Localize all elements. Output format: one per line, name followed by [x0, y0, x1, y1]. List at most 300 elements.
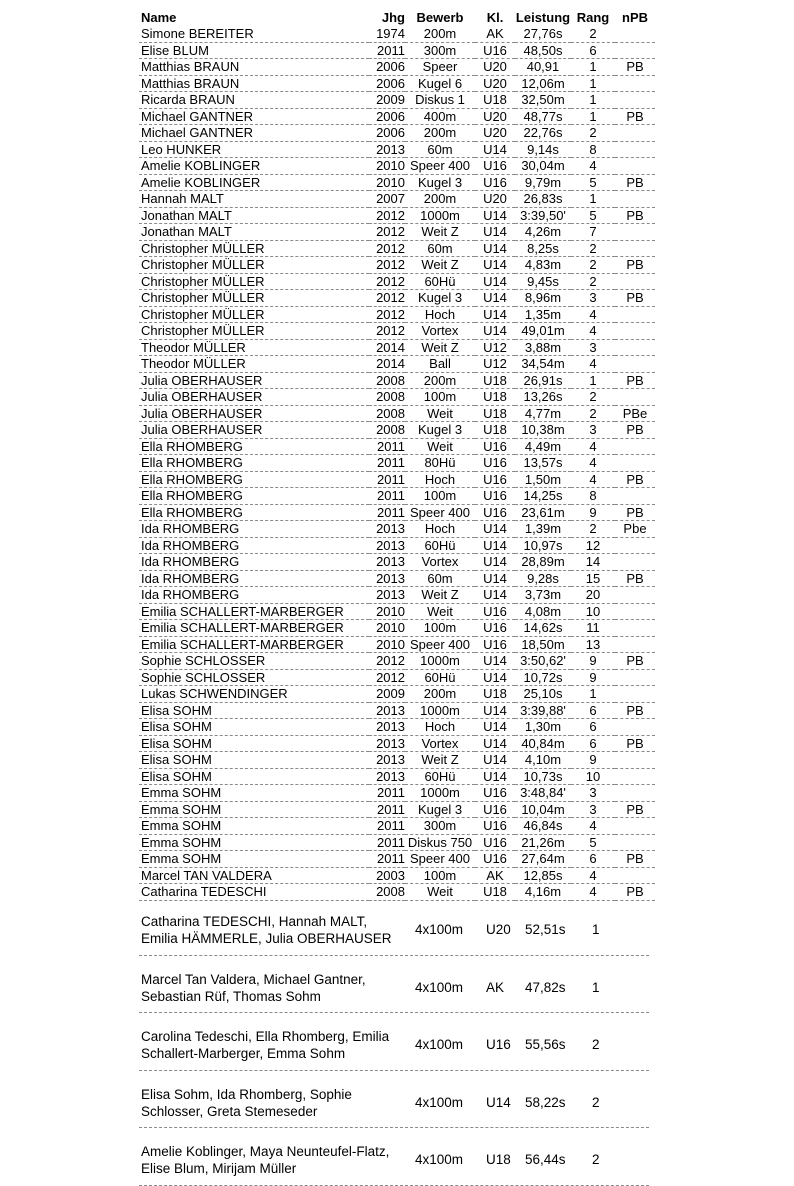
- relay-rank: 2: [592, 1152, 600, 1167]
- rank: 13: [571, 636, 615, 653]
- age-class: U14: [475, 669, 515, 686]
- birth-year: 2006: [369, 59, 405, 76]
- event: Diskus 750: [405, 834, 475, 851]
- header-name: Name: [141, 10, 177, 25]
- birth-year: 2007: [369, 191, 405, 208]
- age-class: U16: [475, 785, 515, 802]
- performance: 3:39,50': [515, 207, 571, 224]
- birth-year: 2008: [369, 884, 405, 901]
- table-row: [139, 719, 655, 736]
- athlete-name: Ida RHOMBERG: [139, 537, 369, 554]
- performance: 1,35m: [515, 306, 571, 323]
- birth-year: 2014: [369, 356, 405, 373]
- relay-time: 47,82s: [525, 979, 566, 995]
- table-row: [139, 488, 655, 505]
- relay-event: 4x100m: [415, 922, 464, 937]
- header-jhg: Jhg: [381, 10, 405, 25]
- rank: 3: [571, 339, 615, 356]
- rank: 8: [571, 141, 615, 158]
- event: 1000m: [405, 785, 475, 802]
- table-row: [139, 801, 655, 818]
- athlete-name: Ida RHOMBERG: [139, 521, 369, 538]
- relay-class: U18: [486, 1152, 511, 1167]
- athlete-name: Michael GANTNER: [139, 108, 369, 125]
- birth-year: 2011: [369, 42, 405, 59]
- age-class: U14: [475, 521, 515, 538]
- performance: 26,83s: [515, 191, 571, 208]
- age-class: U16: [475, 158, 515, 175]
- table-row: [139, 389, 655, 406]
- pb-marker: [615, 42, 655, 59]
- event: 300m: [405, 818, 475, 835]
- athlete-name: Theodor MÜLLER: [139, 339, 369, 356]
- birth-year: 2012: [369, 323, 405, 340]
- pb-marker: PB: [615, 570, 655, 587]
- table-row: [139, 735, 655, 752]
- event: 100m: [405, 488, 475, 505]
- pb-marker: [615, 537, 655, 554]
- age-class: U14: [475, 702, 515, 719]
- age-class: U14: [475, 224, 515, 241]
- performance: 3:39,88': [515, 702, 571, 719]
- event: Weit: [405, 603, 475, 620]
- rank: 9: [571, 669, 615, 686]
- table-row: [139, 323, 655, 340]
- relay-event: 4x100m: [415, 979, 464, 995]
- rank: 8: [571, 488, 615, 505]
- performance: 4,16m: [515, 884, 571, 901]
- rank: 4: [571, 356, 615, 373]
- pb-marker: PB: [615, 257, 655, 274]
- rank: 10: [571, 603, 615, 620]
- relay-event: 4x100m: [415, 1152, 464, 1167]
- performance: 1,30m: [515, 719, 571, 736]
- pb-marker: [615, 603, 655, 620]
- athlete-name: Julia OBERHAUSER: [139, 405, 369, 422]
- pb-marker: PB: [615, 884, 655, 901]
- birth-year: 2013: [369, 537, 405, 554]
- table-row: [139, 224, 655, 241]
- age-class: U14: [475, 207, 515, 224]
- table-row: [139, 851, 655, 868]
- athlete-name: Ella RHOMBERG: [139, 488, 369, 505]
- age-class: U14: [475, 290, 515, 307]
- performance: 25,10s: [515, 686, 571, 703]
- event: Speer 400: [405, 636, 475, 653]
- athlete-name: Christopher MÜLLER: [139, 240, 369, 257]
- age-class: U20: [475, 191, 515, 208]
- pb-marker: [615, 158, 655, 175]
- table-row: [139, 537, 655, 554]
- results-body: [139, 26, 655, 900]
- birth-year: 2013: [369, 702, 405, 719]
- relay-team-line: Emilia HÄMMERLE, Julia OBERHAUSER: [141, 931, 392, 946]
- table-row: [139, 108, 655, 125]
- relay-event: 4x100m: [415, 1037, 464, 1052]
- event: Vortex: [405, 735, 475, 752]
- event: Hoch: [405, 719, 475, 736]
- table-row: [139, 240, 655, 257]
- birth-year: 2013: [369, 521, 405, 538]
- rank: 2: [571, 405, 615, 422]
- performance: 28,89m: [515, 554, 571, 571]
- table-row: [139, 785, 655, 802]
- relay-time: 56,44s: [525, 1152, 566, 1167]
- birth-year: 2013: [369, 587, 405, 604]
- pb-marker: PB: [615, 504, 655, 521]
- pb-marker: PB: [615, 422, 655, 439]
- rank: 20: [571, 587, 615, 604]
- table-row: [139, 752, 655, 769]
- athlete-name: Hannah MALT: [139, 191, 369, 208]
- performance: 3:50,62': [515, 653, 571, 670]
- athlete-name: Emma SOHM: [139, 801, 369, 818]
- pb-marker: [615, 125, 655, 142]
- pb-marker: PBe: [615, 405, 655, 422]
- birth-year: 2011: [369, 455, 405, 472]
- athlete-name: Matthias BRAUN: [139, 75, 369, 92]
- age-class: AK: [475, 867, 515, 884]
- athlete-name: Sophie SCHLOSSER: [139, 669, 369, 686]
- age-class: U20: [475, 75, 515, 92]
- event: Kugel 6: [405, 75, 475, 92]
- pb-marker: [615, 75, 655, 92]
- age-class: U14: [475, 240, 515, 257]
- performance: 46,84s: [515, 818, 571, 835]
- rank: 4: [571, 438, 615, 455]
- event: 100m: [405, 389, 475, 406]
- event: 200m: [405, 125, 475, 142]
- table-row: [139, 290, 655, 307]
- relay-time: 58,22s: [525, 1094, 566, 1110]
- birth-year: 2012: [369, 257, 405, 274]
- header-npb: nPB: [622, 10, 648, 25]
- event: 1000m: [405, 653, 475, 670]
- relay-team: [141, 1028, 409, 1062]
- pb-marker: [615, 26, 655, 42]
- table-row: [139, 653, 655, 670]
- pb-marker: [615, 240, 655, 257]
- event: 200m: [405, 372, 475, 389]
- event: 60Hü: [405, 537, 475, 554]
- age-class: U16: [475, 438, 515, 455]
- event: Speer 400: [405, 851, 475, 868]
- rank: 4: [571, 884, 615, 901]
- event: Weit Z: [405, 257, 475, 274]
- age-class: U18: [475, 372, 515, 389]
- performance: 4,49m: [515, 438, 571, 455]
- birth-year: 2011: [369, 785, 405, 802]
- performance: 10,73s: [515, 768, 571, 785]
- table-row: [139, 438, 655, 455]
- event: Kugel 3: [405, 422, 475, 439]
- age-class: U18: [475, 686, 515, 703]
- pb-marker: [615, 438, 655, 455]
- performance: 9,28s: [515, 570, 571, 587]
- age-class: U14: [475, 587, 515, 604]
- performance: 32,50m: [515, 92, 571, 109]
- athlete-name: Christopher MÜLLER: [139, 323, 369, 340]
- table-row: [139, 702, 655, 719]
- birth-year: 1974: [369, 26, 405, 42]
- athlete-name: Emma SOHM: [139, 834, 369, 851]
- rank: 14: [571, 554, 615, 571]
- pb-marker: [615, 669, 655, 686]
- performance: 22,76s: [515, 125, 571, 142]
- table-row: [139, 75, 655, 92]
- age-class: AK: [475, 26, 515, 42]
- age-class: U16: [475, 455, 515, 472]
- performance: 30,04m: [515, 158, 571, 175]
- rank: 3: [571, 801, 615, 818]
- rank: 10: [571, 768, 615, 785]
- performance: 49,01m: [515, 323, 571, 340]
- relay-row: [139, 898, 649, 956]
- relay-rank: 1: [592, 922, 600, 937]
- age-class: U18: [475, 884, 515, 901]
- event: Weit Z: [405, 339, 475, 356]
- birth-year: 2013: [369, 735, 405, 752]
- rank: 2: [571, 240, 615, 257]
- age-class: U14: [475, 768, 515, 785]
- performance: 10,97s: [515, 537, 571, 554]
- rank: 4: [571, 455, 615, 472]
- age-class: U12: [475, 339, 515, 356]
- performance: 26,91s: [515, 372, 571, 389]
- athlete-name: Jonathan MALT: [139, 224, 369, 241]
- rank: 15: [571, 570, 615, 587]
- athlete-name: Ella RHOMBERG: [139, 471, 369, 488]
- pb-marker: [615, 768, 655, 785]
- athlete-name: Julia OBERHAUSER: [139, 372, 369, 389]
- performance: 3,88m: [515, 339, 571, 356]
- rank: 1: [571, 92, 615, 109]
- relay-team: [141, 913, 409, 947]
- age-class: U16: [475, 504, 515, 521]
- rank: 6: [571, 735, 615, 752]
- performance: 4,08m: [515, 603, 571, 620]
- pb-marker: [615, 306, 655, 323]
- birth-year: 2012: [369, 207, 405, 224]
- event: 400m: [405, 108, 475, 125]
- rank: 2: [571, 257, 615, 274]
- birth-year: 2003: [369, 867, 405, 884]
- relay-team: [141, 1143, 409, 1177]
- pb-marker: [615, 719, 655, 736]
- table-row: [139, 306, 655, 323]
- relay-team-line: Schlosser, Greta Stemeseder: [141, 1103, 318, 1119]
- pb-marker: PB: [615, 174, 655, 191]
- performance: 8,96m: [515, 290, 571, 307]
- table-row: [139, 554, 655, 571]
- pb-marker: [615, 273, 655, 290]
- event: 80Hü: [405, 455, 475, 472]
- birth-year: 2010: [369, 636, 405, 653]
- event: Weit Z: [405, 752, 475, 769]
- birth-year: 2013: [369, 752, 405, 769]
- age-class: U16: [475, 603, 515, 620]
- table-row: [139, 92, 655, 109]
- table-row: [139, 42, 655, 59]
- relay-team: [141, 1086, 409, 1120]
- relay-rank: 2: [592, 1094, 600, 1110]
- age-class: U12: [475, 356, 515, 373]
- athlete-name: Ida RHOMBERG: [139, 554, 369, 571]
- event: 60Hü: [405, 273, 475, 290]
- age-class: U16: [475, 851, 515, 868]
- birth-year: 2010: [369, 174, 405, 191]
- table-row: [139, 603, 655, 620]
- pb-marker: [615, 92, 655, 109]
- age-class: U14: [475, 554, 515, 571]
- pb-marker: PB: [615, 653, 655, 670]
- rank: 1: [571, 108, 615, 125]
- rank: 2: [571, 521, 615, 538]
- relay-class: U16: [486, 1037, 511, 1052]
- age-class: U16: [475, 174, 515, 191]
- header-bewerb: Bewerb: [416, 10, 464, 25]
- athlete-name: Lukas SCHWENDINGER: [139, 686, 369, 703]
- event: 60Hü: [405, 768, 475, 785]
- rank: 5: [571, 207, 615, 224]
- birth-year: 2013: [369, 570, 405, 587]
- athlete-name: Elisa SOHM: [139, 752, 369, 769]
- athlete-name: Elisa SOHM: [139, 735, 369, 752]
- pb-marker: [615, 356, 655, 373]
- birth-year: 2011: [369, 488, 405, 505]
- age-class: U16: [475, 834, 515, 851]
- performance: 14,25s: [515, 488, 571, 505]
- age-class: U16: [475, 471, 515, 488]
- performance: 48,50s: [515, 42, 571, 59]
- birth-year: 2011: [369, 851, 405, 868]
- event: Diskus 1: [405, 92, 475, 109]
- performance: 4,10m: [515, 752, 571, 769]
- performance: 34,54m: [515, 356, 571, 373]
- table-row: [139, 356, 655, 373]
- pb-marker: [615, 834, 655, 851]
- table-row: [139, 636, 655, 653]
- performance: 3:48,84': [515, 785, 571, 802]
- performance: 4,77m: [515, 405, 571, 422]
- table-row: [139, 620, 655, 637]
- relay-row: [139, 1071, 649, 1129]
- pb-marker: [615, 620, 655, 637]
- event: 60Hü: [405, 669, 475, 686]
- birth-year: 2011: [369, 504, 405, 521]
- age-class: U16: [475, 636, 515, 653]
- performance: 12,06m: [515, 75, 571, 92]
- event: Hoch: [405, 471, 475, 488]
- relay-class: U20: [486, 922, 511, 937]
- table-row: [139, 834, 655, 851]
- athlete-name: Elisa SOHM: [139, 702, 369, 719]
- relay-team-line: Elisa Sohm, Ida Rhomberg, Sophie: [141, 1086, 352, 1102]
- athlete-name: Emilia SCHALLERT-MARBERGER: [139, 603, 369, 620]
- relay-event: 4x100m: [415, 1094, 464, 1110]
- age-class: U14: [475, 141, 515, 158]
- athlete-name: Ella RHOMBERG: [139, 438, 369, 455]
- birth-year: 2010: [369, 620, 405, 637]
- relay-team-line: Carolina Tedeschi, Ella Rhomberg, Emilia: [141, 1029, 390, 1044]
- age-class: U14: [475, 570, 515, 587]
- rank: 4: [571, 158, 615, 175]
- pb-marker: [615, 224, 655, 241]
- event: Vortex: [405, 323, 475, 340]
- event: 200m: [405, 26, 475, 42]
- birth-year: 2008: [369, 389, 405, 406]
- rank: 2: [571, 389, 615, 406]
- table-row: [139, 405, 655, 422]
- birth-year: 2011: [369, 438, 405, 455]
- athlete-name: Julia OBERHAUSER: [139, 422, 369, 439]
- relay-team-line: Elise Blum, Mirijam Müller: [141, 1161, 297, 1176]
- pb-marker: [615, 141, 655, 158]
- birth-year: 2012: [369, 273, 405, 290]
- relay-class: U14: [486, 1094, 511, 1110]
- athlete-name: Emma SOHM: [139, 851, 369, 868]
- performance: 10,38m: [515, 422, 571, 439]
- event: Vortex: [405, 554, 475, 571]
- athlete-name: Jonathan MALT: [139, 207, 369, 224]
- relay-team-line: Schallert-Marberger, Emma Sohm: [141, 1046, 346, 1061]
- pb-marker: PB: [615, 471, 655, 488]
- table-row: [139, 521, 655, 538]
- pb-marker: [615, 636, 655, 653]
- rank: 7: [571, 224, 615, 241]
- rank: 4: [571, 818, 615, 835]
- pb-marker: PB: [615, 207, 655, 224]
- table-row: [139, 207, 655, 224]
- event: Kugel 3: [405, 290, 475, 307]
- birth-year: 2013: [369, 554, 405, 571]
- birth-year: 2013: [369, 141, 405, 158]
- relay-row: [139, 1013, 649, 1071]
- birth-year: 2011: [369, 818, 405, 835]
- birth-year: 2012: [369, 669, 405, 686]
- performance: 21,26m: [515, 834, 571, 851]
- relay-time: 52,51s: [525, 922, 566, 937]
- birth-year: 2012: [369, 290, 405, 307]
- age-class: U14: [475, 719, 515, 736]
- athlete-name: Christopher MÜLLER: [139, 306, 369, 323]
- table-row: [139, 191, 655, 208]
- pb-marker: Pbe: [615, 521, 655, 538]
- performance: 27,76s: [515, 26, 571, 42]
- rank: 4: [571, 471, 615, 488]
- birth-year: 2011: [369, 834, 405, 851]
- rank: 3: [571, 290, 615, 307]
- age-class: U14: [475, 653, 515, 670]
- event: Weit: [405, 405, 475, 422]
- performance: 1,39m: [515, 521, 571, 538]
- pb-marker: [615, 785, 655, 802]
- athlete-name: Christopher MÜLLER: [139, 290, 369, 307]
- rank: 9: [571, 504, 615, 521]
- age-class: U14: [475, 306, 515, 323]
- age-class: U16: [475, 801, 515, 818]
- athlete-name: Elise BLUM: [139, 42, 369, 59]
- age-class: U14: [475, 752, 515, 769]
- age-class: U14: [475, 273, 515, 290]
- athlete-name: Amelie KOBLINGER: [139, 158, 369, 175]
- athlete-name: Emilia SCHALLERT-MARBERGER: [139, 636, 369, 653]
- header-row: [139, 10, 655, 26]
- athlete-name: Ida RHOMBERG: [139, 570, 369, 587]
- rank: 6: [571, 702, 615, 719]
- athlete-name: Emma SOHM: [139, 818, 369, 835]
- table-row: [139, 125, 655, 142]
